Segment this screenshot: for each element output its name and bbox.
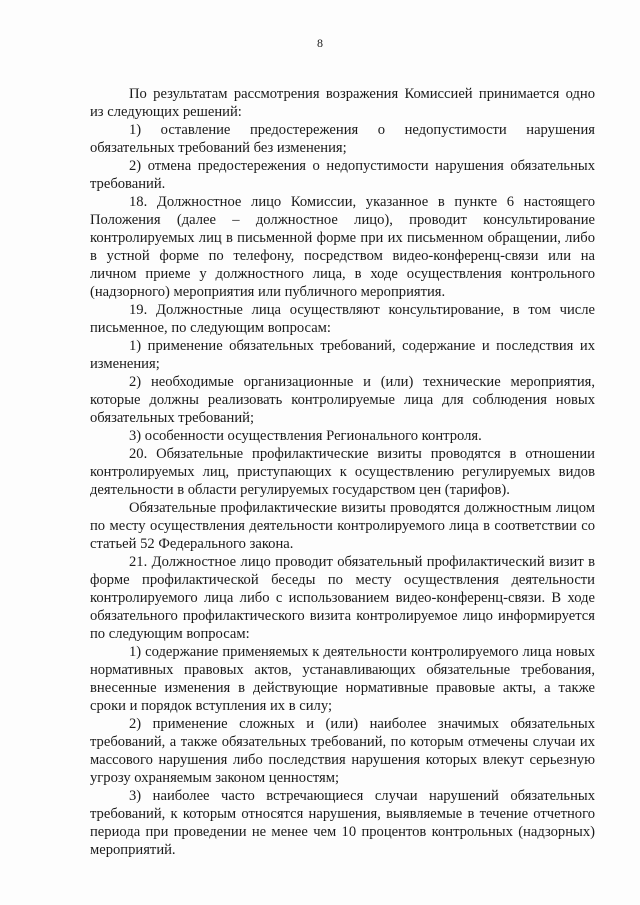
paragraph-clause-21-item-3: 3) наиболее часто встречающиеся случаи нарушений обязательных требований, к которым относятся нарушения, выявляемые в течение отчетного периода при проведении не менее чем 10 процентов контрольных (надзорных) мероприятий.	[90, 788, 595, 858]
paragraph-clause-21-item-1: 1) содержание применяемых к деятельности контролируемого лица новых нормативных правовых актов, устанавливающих обязательные требования, внесенные изменения в действующие нормативные правовые акты, а также сроки и порядок вступления их в силу;	[90, 644, 595, 714]
paragraph-commission-decisions: По результатам рассмотрения возражения Комиссией принимается одно из следующих решений:	[90, 86, 595, 120]
paragraph-decision-1: 1) оставление предостережения о недопустимости нарушения обязательных требований без изменения;	[90, 122, 595, 156]
page-number: 8	[317, 36, 323, 50]
paragraph-clause-18: 18. Должностное лицо Комиссии, указанное в пункте 6 настоящего Положения (далее – должностное лицо), проводит консультирование контролируемых лиц в письменной форме при их письменном обращении, либо в устной форме по телефону, посредством видео-конференц-связи или на личном приеме у должностного лица, в ходе осуществления контрольного (надзорного) мероприятия или публичного мероприятия.	[90, 194, 595, 300]
paragraph-clause-19-item-1: 1) применение обязательных требований, содержание и последствия их изменения;	[90, 338, 595, 372]
paragraph-clause-21: 21. Должностное лицо проводит обязательный профилактический визит в форме профилактической беседы по месту осуществления деятельности контролируемого лица либо с использованием видео-конференц-связи. В ходе обязательного профилактического визита контролируемое лицо информируется по следующим вопросам:	[90, 554, 595, 642]
paragraph-clause-19: 19. Должностные лица осуществляют консультирование, в том числе письменное, по следующим вопросам:	[90, 302, 595, 336]
paragraph-clause-19-item-3: 3) особенности осуществления Регионального контроля.	[129, 428, 482, 444]
paragraph-decision-2: 2) отмена предостережения о недопустимости нарушения обязательных требований.	[90, 158, 595, 192]
paragraph-clause-21-item-2: 2) применение сложных и (или) наиболее значимых обязательных требований, а также обязательных требований, по которым отмечены случаи их массового нарушения либо последствия нарушения которых влекут серьезную угрозу охраняемым законом ценностям;	[90, 716, 595, 786]
paragraph-clause-19-item-2: 2) необходимые организационные и (или) технические мероприятия, которые должны реализовать контролируемые лица для соблюдения новых обязательных требований;	[90, 374, 595, 426]
paragraph-clause-20: 20. Обязательные профилактические визиты проводятся в отношении контролируемых лиц, приступающих к осуществлению регулируемых видов деятельности в области регулируемых государством цен (тарифов).	[90, 446, 595, 498]
document-body	[90, 85, 595, 859]
paragraph-clause-20-visits: Обязательные профилактические визиты проводятся должностным лицом по месту осуществления деятельности контролируемого лица в соответствии со статьей 52 Федерального закона.	[90, 500, 595, 552]
